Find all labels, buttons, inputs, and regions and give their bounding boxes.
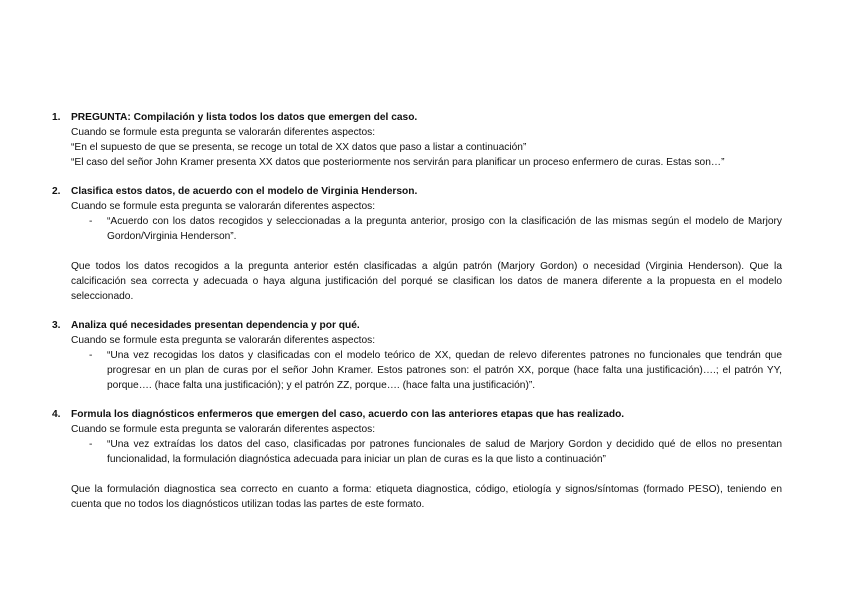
question-title: PREGUNTA: Compilación y lista todos los datos que emergen del caso. [71,112,418,123]
question-number: 3. [52,320,61,331]
bullet-item [71,437,782,467]
bullet-text: “Una vez extraídas los datos del caso, clasificadas por patrones funcionales de salud de Marjory Gordon y decidido qué de ellos no presentan funcionalidad, la formulación diagnóstica adecuada para iniciar un plan de curas es la que listo a continuación” [107,439,782,465]
question-paragraph: Que la formulación diagnostica sea correcto en cuanto a forma: etiqueta diagnostica, código, etiología y signos/síntomas (formado PESO), teniendo en cuenta que no todos los diagnósticos utilizan todas las partes de este formato. [71,484,782,510]
bullet-text: “Una vez recogidas los datos y clasificadas con el modelo teórico de XX, quedan de relevo diferentes patrones no funcionales que tendrán que progresar en un plan de curas por el señor John Kramer. Estos patrones son: el patrón XX, porque (hace falta una justificación)….; el patrón YY, porque…. (hace falta una justificación); y el patrón ZZ, porque…. (hace falta una justificación)”. [107,350,782,391]
question-paragraph: Que todos los datos recogidos a la pregunta anterior estén clasificadas a algún patrón (Marjory Gordon) o necesidad (Virginia Henderson). Que la calcificación sea correcta y adecuada o haya alguna justificación del porqué se clasifican los datos de manera diferente a la propuesta en el modelo seleccionado. [71,261,782,302]
question-title: Analiza qué necesidades presentan dependencia y por qué. [71,320,360,331]
question-number: 2. [52,186,61,197]
bullet-item [71,348,782,393]
question-intro: Cuando se formule esta pregunta se valorarán diferentes aspectos: [71,201,376,212]
bullet-dash: - [89,439,93,450]
question-title: Clasifica estos datos, de acuerdo con el modelo de Virginia Henderson. [71,186,418,197]
question-title: Formula los diagnósticos enfermeros que emergen del caso, acuerdo con las anteriores etapas que has realizado. [71,409,625,420]
bullet-dash: - [89,350,93,361]
document-content [52,110,782,526]
question-2 [52,184,782,304]
bullet-item [71,214,782,244]
question-line: “El caso del señor John Kramer presenta XX datos que posteriormente nos servirán para planificar un proceso enfermero de curas. Estas son…” [71,157,725,168]
question-line: “En el supuesto de que se presenta, se recoge un total de XX datos que paso a listar a continuación” [71,142,527,153]
bullet-text: “Acuerdo con los datos recogidos y seleccionadas a la pregunta anterior, prosigo con la clasificación de las mismas según el modelo de Marjory Gordon/Virginia Henderson”. [107,216,782,242]
question-1 [52,110,782,170]
bullet-dash: - [89,216,93,227]
question-intro: Cuando se formule esta pregunta se valorarán diferentes aspectos: [71,335,376,346]
question-3 [52,318,782,393]
question-intro: Cuando se formule esta pregunta se valorarán diferentes aspectos: [71,424,376,435]
question-number: 4. [52,409,61,420]
question-line: Cuando se formule esta pregunta se valorarán diferentes aspectos: [71,127,376,138]
question-number: 1. [52,112,61,123]
question-4 [52,407,782,512]
